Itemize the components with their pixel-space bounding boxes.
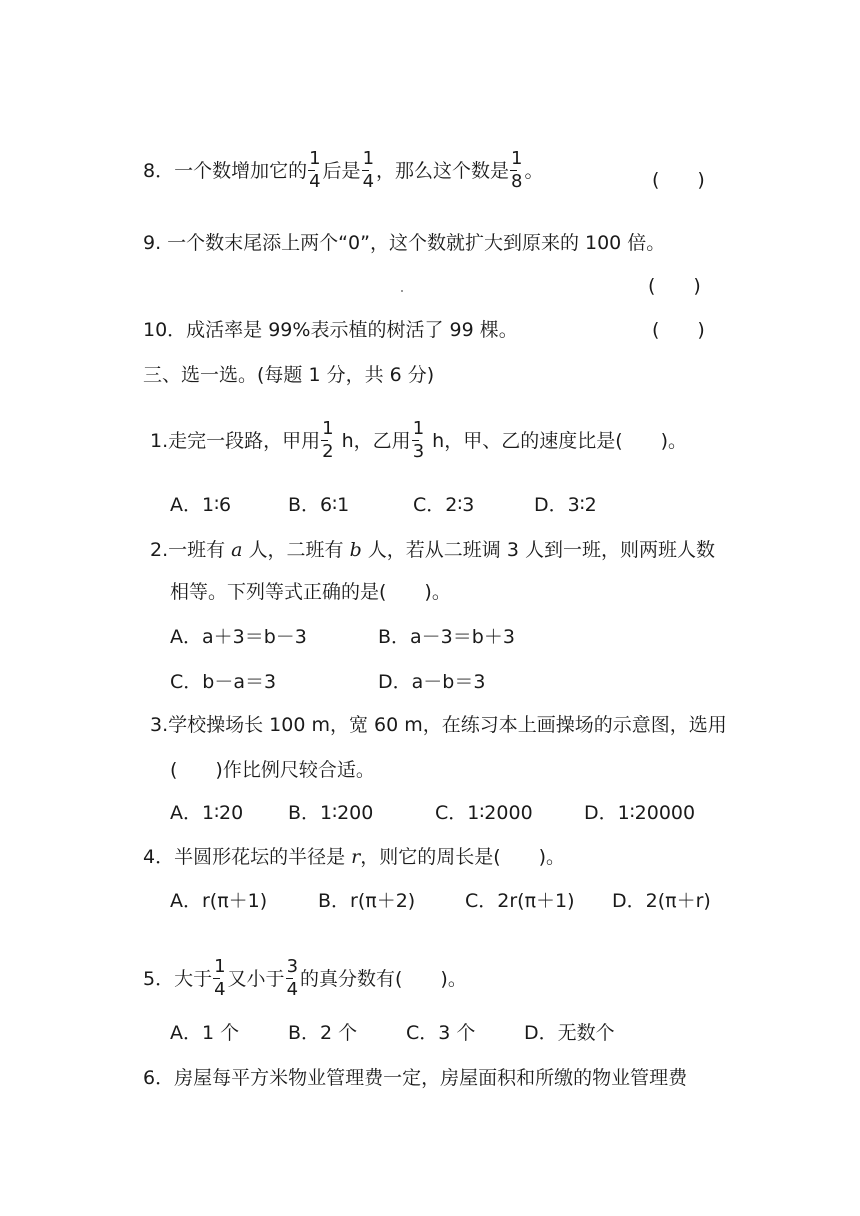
c4-option-c[interactable]: C．2r(π＋1) <box>465 890 575 912</box>
question-9: 9. 一个数末尾添上两个“0”，这个数就扩大到原来的 100 倍。 <box>143 232 666 254</box>
choice-question-2-line-2: 相等。下列等式正确的是( )。 <box>170 581 451 603</box>
question-8 <box>143 150 544 193</box>
q8-text-3: ，那么这个数是 <box>376 160 510 182</box>
c4-option-d[interactable]: D．2(π＋r) <box>612 890 711 912</box>
c3-option-a[interactable]: A．1∶20 <box>170 802 244 824</box>
c4-option-b[interactable]: B．r(π＋2) <box>318 890 416 912</box>
c5-option-a[interactable]: A．1 个 <box>170 1022 240 1044</box>
variable-b: b <box>349 539 362 561</box>
c1-text-1: 1.走完一段路，甲用 <box>150 430 321 452</box>
c1-option-b[interactable]: B．6∶1 <box>288 494 350 516</box>
c4-option-a[interactable]: A．r(π＋1) <box>170 890 268 912</box>
choice-question-2-line-1: 2.一班有 a 人，二班有 b 人，若从二班调 3 人到一班，则两班人数 <box>150 539 715 561</box>
c1-fraction-1: $\frac{1}{2}$ <box>322 418 334 462</box>
q8-text-1: 8．一个数增加它的 <box>143 160 308 182</box>
choice-question-3-line-1: 3.学校操场长 100 m，宽 60 m，在练习本上画操场的示意图，选用 <box>150 714 727 736</box>
q8-fraction-1: $\frac{1}{4}$ <box>309 148 321 192</box>
q8-answer-blank[interactable]: ( ) <box>652 169 705 191</box>
c1-fraction-2: $\frac{1}{3}$ <box>412 418 425 462</box>
c1-option-a[interactable]: A．1∶6 <box>170 494 232 516</box>
choice-question-5: 5．大于 $\frac{1}{4}$ 又小于 $\frac{3}{4}$ 的真分数有( )。 <box>143 956 467 1000</box>
q8-fraction-3: $\frac{1}{8}$ <box>511 148 523 192</box>
c3-option-c[interactable]: C．1∶2000 <box>435 802 533 824</box>
scan-speck <box>401 290 403 292</box>
choice-question-6: 6．房屋每平方米物业管理费一定，房屋面积和所缴的物业管理费 <box>143 1067 688 1089</box>
c1-text-2: h，乙用 <box>335 430 411 452</box>
variable-r: r <box>351 846 361 868</box>
q8-fraction-2: $\frac{1}{4}$ <box>362 148 375 192</box>
q8-text-2: 后是 <box>322 160 361 182</box>
choice-question-4: 4．半圆形花坛的半径是 r，则它的周长是( )。 <box>143 846 566 868</box>
variable-a: a <box>231 539 243 561</box>
c2-option-a[interactable]: A．a＋3＝b－3 <box>170 626 307 648</box>
c5-fraction-1: $\frac{1}{4}$ <box>214 956 226 1000</box>
q8-text-4: 。 <box>524 160 544 182</box>
c1-option-c[interactable]: C．2∶3 <box>413 494 475 516</box>
c5-fraction-2: $\frac{3}{4}$ <box>286 956 299 1000</box>
c5-option-d[interactable]: D．无数个 <box>524 1022 615 1044</box>
c5-option-c[interactable]: C．3 个 <box>406 1022 476 1044</box>
c2-option-b[interactable]: B．a－3＝b＋3 <box>378 626 515 648</box>
c5-option-b[interactable]: B．2 个 <box>288 1022 358 1044</box>
q9-answer-blank[interactable]: ( ) <box>648 275 701 297</box>
choice-question-3-line-2: ( )作比例尺较合适。 <box>170 759 375 781</box>
c1-text-3: h，甲、乙的速度比是( )。 <box>426 430 688 452</box>
c3-option-b[interactable]: B．1∶200 <box>288 802 374 824</box>
c3-option-d[interactable]: D．1∶20000 <box>584 802 696 824</box>
c2-option-c[interactable]: C．b－a＝3 <box>170 671 277 693</box>
q10-answer-blank[interactable]: ( ) <box>652 319 705 341</box>
question-10: 10．成活率是 99%表示植的树活了 99 棵。 <box>143 319 518 341</box>
c2-option-d[interactable]: D．a－b＝3 <box>378 671 486 693</box>
section-3-title: 三、选一选。(每题 1 分，共 6 分) <box>143 364 435 386</box>
c1-option-d[interactable]: D．3∶2 <box>534 494 597 516</box>
choice-question-1 <box>150 420 687 463</box>
